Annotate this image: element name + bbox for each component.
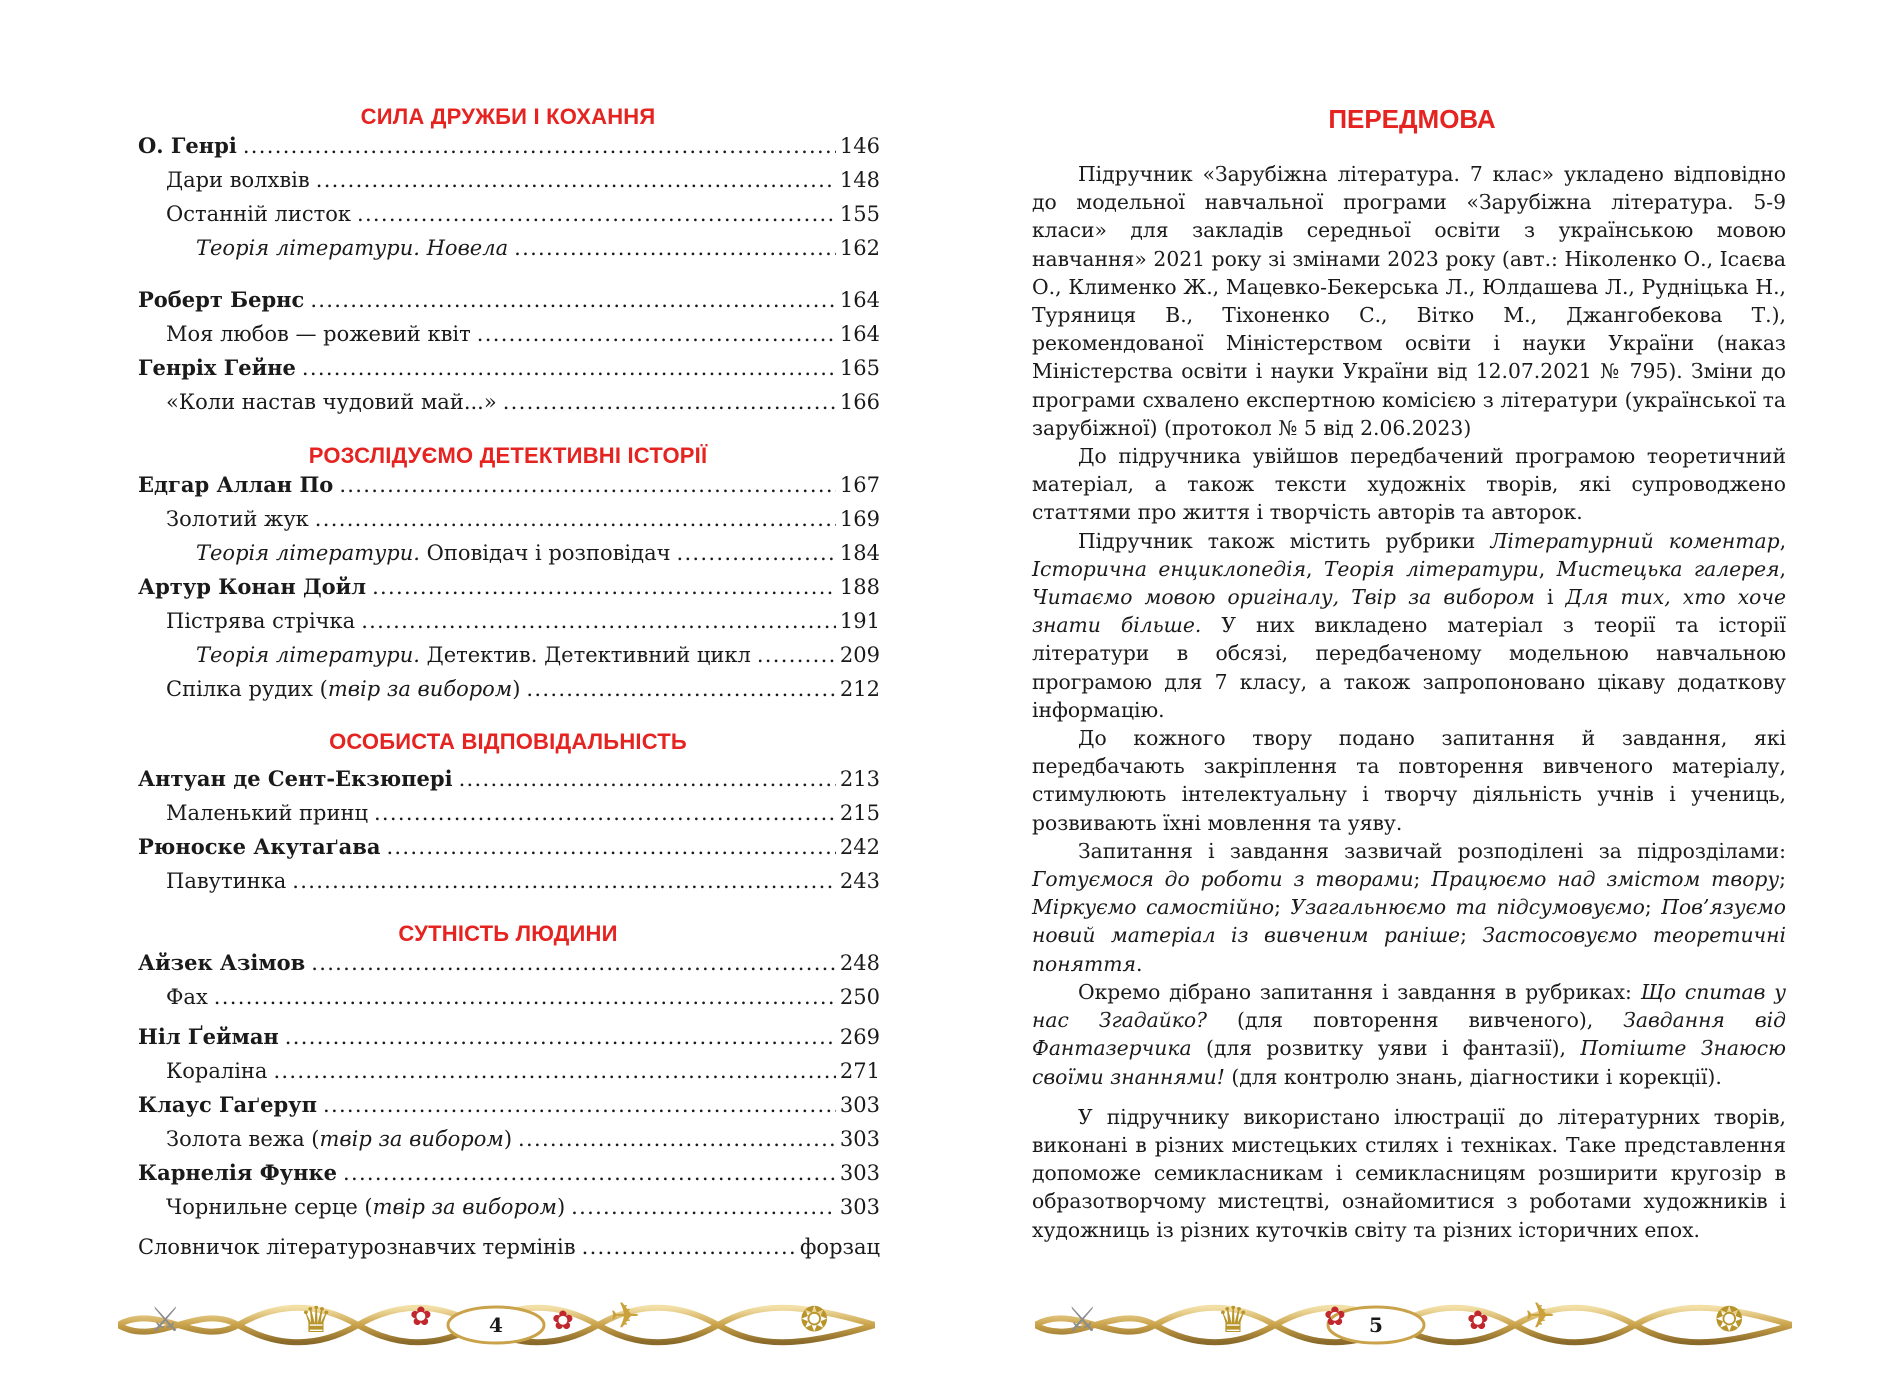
toc-entry[interactable]: Спілка рудих (твір за вибором) ..... 212 [166, 675, 880, 703]
airplane-icon: ✈ [610, 1296, 641, 1337]
toc-entry[interactable]: Карнелія Функе ..... 303 [138, 1159, 880, 1187]
page-number-left: 4 [489, 1313, 503, 1337]
preface-paragraph: У підручнику використано ілюстрації до літературних творів, виконані в різних мистецьких стилях і техніках. Таке представлення допоможе семикласникам і семикласницям розширити кругозір в образотворчому мистецтві, ознайомитися з роботами художників і художниць із різних куточків світу та різних історичних епох. [1032, 1104, 1786, 1242]
airplane-icon: ✈ [1525, 1296, 1556, 1337]
preface-paragraph: Підручник також містить рубрики Літературний коментар, Історична енциклопедія, Теорія літератури, Мистецька галерея, Читаємо мовою оригіналу, Твір за вибором і Для тих, хто хоче знати більше. У них викладено матеріал з теорії та історії літератури в обсязі, передбаченому модельною навчальною програмою для 7 класу, а також запропоновано цікаву додаткову інформацію. [1032, 528, 1787, 722]
toc-entry[interactable]: Теорія літератури. Новела ..... 162 [196, 234, 880, 262]
toc-entry[interactable]: Теорія літератури. Детектив. Детективний цикл ..... 209 [196, 641, 880, 669]
crown-icon: ♛ [1217, 1300, 1250, 1341]
right-page-preface [952, 0, 1904, 1400]
toc-entry[interactable]: Клаус Гаґеруп ..... 303 [138, 1091, 880, 1119]
page-number-right: 5 [1369, 1313, 1383, 1337]
rose-icon: ✿ [1467, 1306, 1489, 1336]
toc-entry[interactable]: Моя любов — рожевий квіт ..... 164 [166, 320, 880, 348]
section-title-responsibility: ОСОБИСТА ВІДПОВІДАЛЬНІСТЬ [329, 729, 687, 754]
toc-entry[interactable]: О. Генрі ..... 146 [138, 132, 880, 160]
toc-entry[interactable]: Золота вежа (твір за вибором) ..... 303 [166, 1125, 880, 1153]
toc-entry[interactable]: Золотий жук ..... 169 [166, 505, 880, 533]
toc-entry[interactable]: Едгар Аллан По ..... 167 [138, 471, 880, 499]
toc-entry[interactable]: Маленький принц ..... 215 [166, 799, 880, 827]
toc-entry[interactable]: Чорнильне серце (твір за вибором) ..... 303 [166, 1193, 880, 1221]
toc-entry[interactable]: Айзек Азімов ..... 248 [138, 949, 880, 977]
toc-entry-glossary[interactable]: Словничок літературознавчих термінів ..... форзац [138, 1233, 880, 1261]
section-title-human-nature: СУТНІСТЬ ЛЮДИНИ [398, 921, 618, 946]
crown-icon: ♛ [300, 1300, 333, 1341]
helmet-icon: ⚔ [1067, 1300, 1098, 1340]
toc-entry[interactable]: Антуан де Сент-Екзюпері ..... 213 [138, 765, 880, 793]
rose-icon: ✿ [410, 1302, 432, 1332]
preface-title: ПЕРЕДМОВА [1328, 104, 1496, 134]
toc-entry[interactable]: «Коли настав чудовий май...» ..... 166 [166, 388, 880, 416]
preface-paragraph: До кожного твору подано запитання й завдання, які передбачають закріплення та повторення вивченого матеріалу, стимулюють інтелектуальну і творчу діяльність учнів і учениць, розвивають їхні мовлення та уяву. [1032, 726, 1786, 835]
preface-paragraph: Запитання і завдання зазвичай розподілені за підрозділами: Готуємося до роботи з творами; Працюємо над змістом твору; Міркуємо самостійно; Узагальнюємо та підсумовуємо; Пов’язуємо новий матеріал із вивченим раніше; Застосовуємо теоретичні поняття. [1032, 838, 1787, 976]
rose-icon: ✿ [1324, 1302, 1346, 1332]
toc-entry[interactable]: Пістрява стрічка ..... 191 [166, 607, 880, 635]
preface-paragraph: Підручник «Зарубіжна література. 7 клас» укладено відповідно до модельної навчальної програми «Зарубіжна література. 5-9 класи» для закладів середньої освіти з українською мовою навчання» 2021 року зі змінами 2023 року (авт.: Ніколенко О., Ісаєва О., Клименко Ж., Мацевко-Бекерська Л., Юлдашева Л., Рудніцька Н., Туряниця В., Тіхоненко С., Вітко М., Джангобекова Т.), рекомендованої Міністерством освіти і науки України (наказ Міністерства освіти і науки України від 12.07.2021 № 795). Зміни до програми схвалено експертною комісією з літератури (української та зарубіжної) (протокол № 5 від 2.06.2023) [1032, 162, 1786, 440]
preface-paragraph: До підручника увійшов передбачений програмою теоретичний матеріал, а також тексти художніх творів, які супроводжено статтями про життя і творчість авторів та авторок. [1032, 444, 1786, 525]
toc-entry[interactable]: Фах ..... 250 [166, 983, 880, 1011]
toc-entry[interactable]: Дари волхвів ..... 148 [166, 166, 880, 194]
rose-icon: ✿ [552, 1306, 574, 1336]
toc-entry[interactable]: Рюноске Акутаґава ..... 242 [138, 833, 880, 861]
toc-entry[interactable]: Павутинка ..... 243 [166, 867, 880, 895]
section-title-detective: РОЗСЛІДУЄМО ДЕТЕКТИВНІ ІСТОРІЇ [308, 443, 708, 468]
beetle-icon: ❂ [1715, 1300, 1744, 1340]
toc-entry[interactable]: Генріх Гейне ..... 165 [138, 354, 880, 382]
toc-entry[interactable]: Кораліна ..... 271 [166, 1057, 880, 1085]
helmet-icon: ⚔ [150, 1300, 181, 1340]
beetle-icon: ❂ [800, 1300, 829, 1340]
section-title-friendship: СИЛА ДРУЖБИ І КОХАННЯ [360, 104, 656, 129]
preface-paragraph: Окремо дібрано запитання і завдання в рубриках: Що спитав у нас Згадайко? (для повторення вивченого), Завдання від Фантазерчика (для розвитку уяви і фантазії), Потіште Знаюсю своїми знаннями! (для контролю знань, діагностики і корекції). [1032, 979, 1787, 1089]
toc-entry[interactable]: Артур Конан Дойл ..... 188 [138, 573, 880, 601]
decorative-border [1035, 1296, 1792, 1354]
toc-entry[interactable]: Роберт Бернс ..... 164 [138, 286, 880, 314]
toc-entry[interactable]: Теорія літератури. Оповідач і розповідач ..... 184 [196, 539, 880, 567]
toc-entry[interactable]: Ніл Ґейман ..... 269 [138, 1023, 880, 1051]
toc-entry[interactable]: Останній листок ..... 155 [166, 200, 880, 228]
preface-body [1032, 160, 1786, 1244]
